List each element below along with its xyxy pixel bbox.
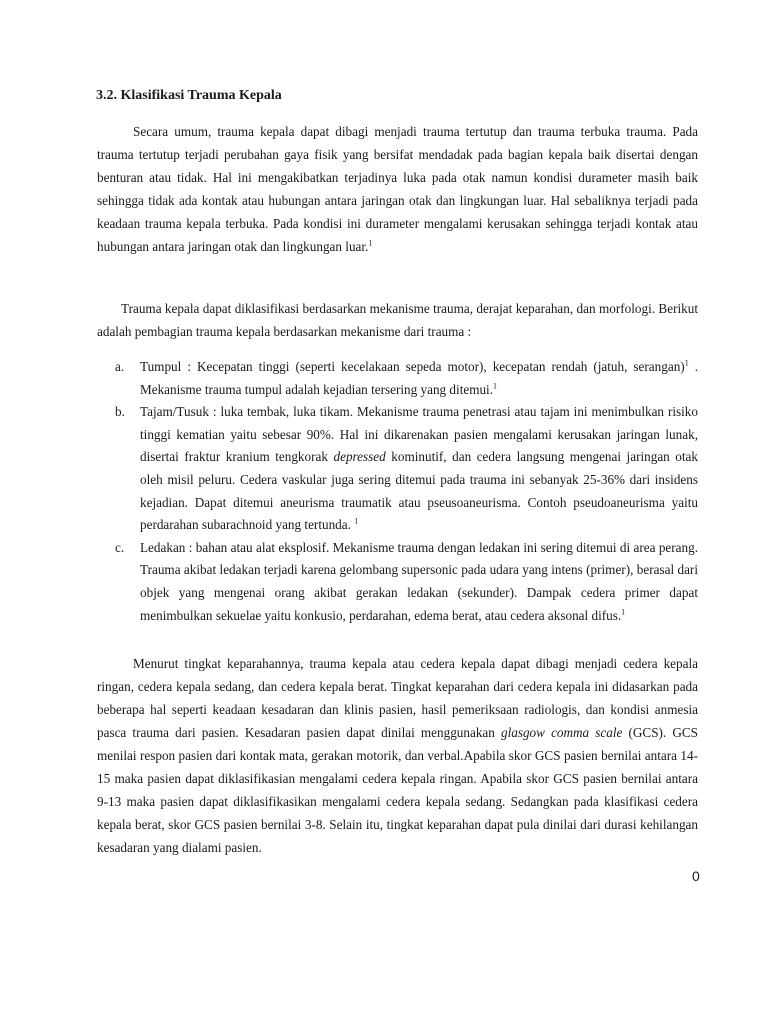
- mechanism-list: [97, 356, 698, 627]
- paragraph-classification-text: Trauma kepala dapat diklasifikasi berdasarkan mekanisme trauma, derajat keparahan, dan morfologi. Berikut adalah pembagian trauma kepala berdasarkan mekanisme dari trauma :: [97, 301, 698, 339]
- paragraph-intro-text: Secara umum, trauma kepala dapat dibagi menjadi trauma tertutup dan trauma terbuka trauma. Pada trauma tertutup terjadi perubahan gaya fisik yang bersifat mendadak pada bagian kepala baik disertai dengan benturan atau tidak. Hal ini mengakibatkan terjadinya luka pada otak namun kondisi durameter masih baik sehingga tidak ada kontak atau hubungan antara jaringan otak dan lingkungan luar. Hal sebaliknya terjadi pada keadaan trauma kepala terbuka. Pada kondisi ini durameter mengalami kerusakan sehingga terjadi kontak atau hubungan antara jaringan otak dan lingkungan luar.: [97, 124, 698, 254]
- footnote-ref: 1: [493, 381, 498, 391]
- list-item-text: Tumpul : Kecepatan tinggi (seperti kecelakaan sepeda motor), kecepatan rendah (jatuh, serangan): [140, 359, 685, 374]
- page-number: 0: [692, 868, 700, 884]
- paragraph-classification: [97, 297, 698, 343]
- list-item-blunt: [97, 356, 698, 401]
- section-heading: 3.2. Klasifikasi Trauma Kepala: [96, 88, 282, 103]
- paragraph-severity-text: (GCS). GCS menilai respon pasien dari kontak mata, gerakan motorik, dan verbal.Apabila skor GCS pasien bernilai antara 14-15 maka pasien dapat diklasifikasian mengalami cedera kepala ringan. Apabila skor GCS pasien bernilai antara 9-13 maka pasien dapat diklasifikasikan mengalami cedera kepala sedang. Sedangkan pada klasifikasi cedera kepala berat, skor GCS pasien bernilai 3-8. Selain itu, tingkat keparahan dapat pula dinilai dari durasi kehilangan kesadaran yang dialami pasien.: [97, 725, 698, 855]
- list-marker: a.: [115, 359, 125, 374]
- list-item-blast: [97, 537, 698, 627]
- paragraph-intro: [97, 120, 698, 258]
- list-item-text: Tajam/Tusuk : luka tembak, luka tikam. Mekanisme trauma penetrasi atau tajam ini menimbulkan risiko tinggi kematian yaitu sebesar 90%. Hal ini dikarenakan pasien mengalami kerusakan jaringan lunak, disertai fraktur kranium tengkorak: [140, 404, 698, 465]
- italic-term: depressed: [333, 449, 386, 465]
- footnote-ref: 1: [354, 516, 359, 526]
- footnote-ref: 1: [684, 358, 689, 368]
- list-item-text: Ledakan : bahan atau alat eksplosif. Mekanisme trauma dengan ledakan ini sering ditemui di area perang. Trauma akibat ledakan terjadi karena gelombang supersonic pada udara yang intens (primer), berasal dari objek yang mengenai orang akibat gerakan ledakan (sekunder). Dampak cedera primer dapat menimbulkan sekuelae yaitu konkusio, perdarahan, edema berat, atau cedera aksonal difus.: [140, 539, 698, 623]
- list-item-sharp: [97, 401, 698, 537]
- list-marker: b.: [115, 404, 125, 420]
- list-marker: c.: [115, 539, 125, 555]
- footnote-ref: 1: [621, 607, 626, 617]
- list-item-text: . Mekanisme trauma tumpul adalah kejadian tersering yang ditemui.: [140, 359, 699, 397]
- italic-term: glasgow comma scale: [500, 725, 623, 740]
- footnote-ref: 1: [368, 238, 373, 248]
- paragraph-severity: [97, 652, 698, 859]
- list-item-text: kominutif, dan cedera langsung mengenai jaringan otak oleh misil peluru. Cedera vaskular juga sering ditemui pada trauma ini sebanyak 25-36% dari insidens kejadian. Dapat ditemui aneurisma traumatik atau pseusoaneurisma. Contoh pseudoaneurisma yaitu perdarahan subarachnoid yang tertunda.: [140, 449, 699, 533]
- paragraph-severity-text: Menurut tingkat keparahannya, trauma kepala atau cedera kepala dapat dibagi menjadi cedera kepala ringan, cedera kepala sedang, dan cedera kepala berat. Tingkat keparahan dari cedera kepala ini didasarkan pada beberapa hal seperti keadaan kesadaran dan klinis pasien, hasil pemeriksaan radiologis, dan kondisi anmesia pasca trauma dari pasien. Kesadaran pasien dapat dinilai menggunakan: [97, 656, 698, 740]
